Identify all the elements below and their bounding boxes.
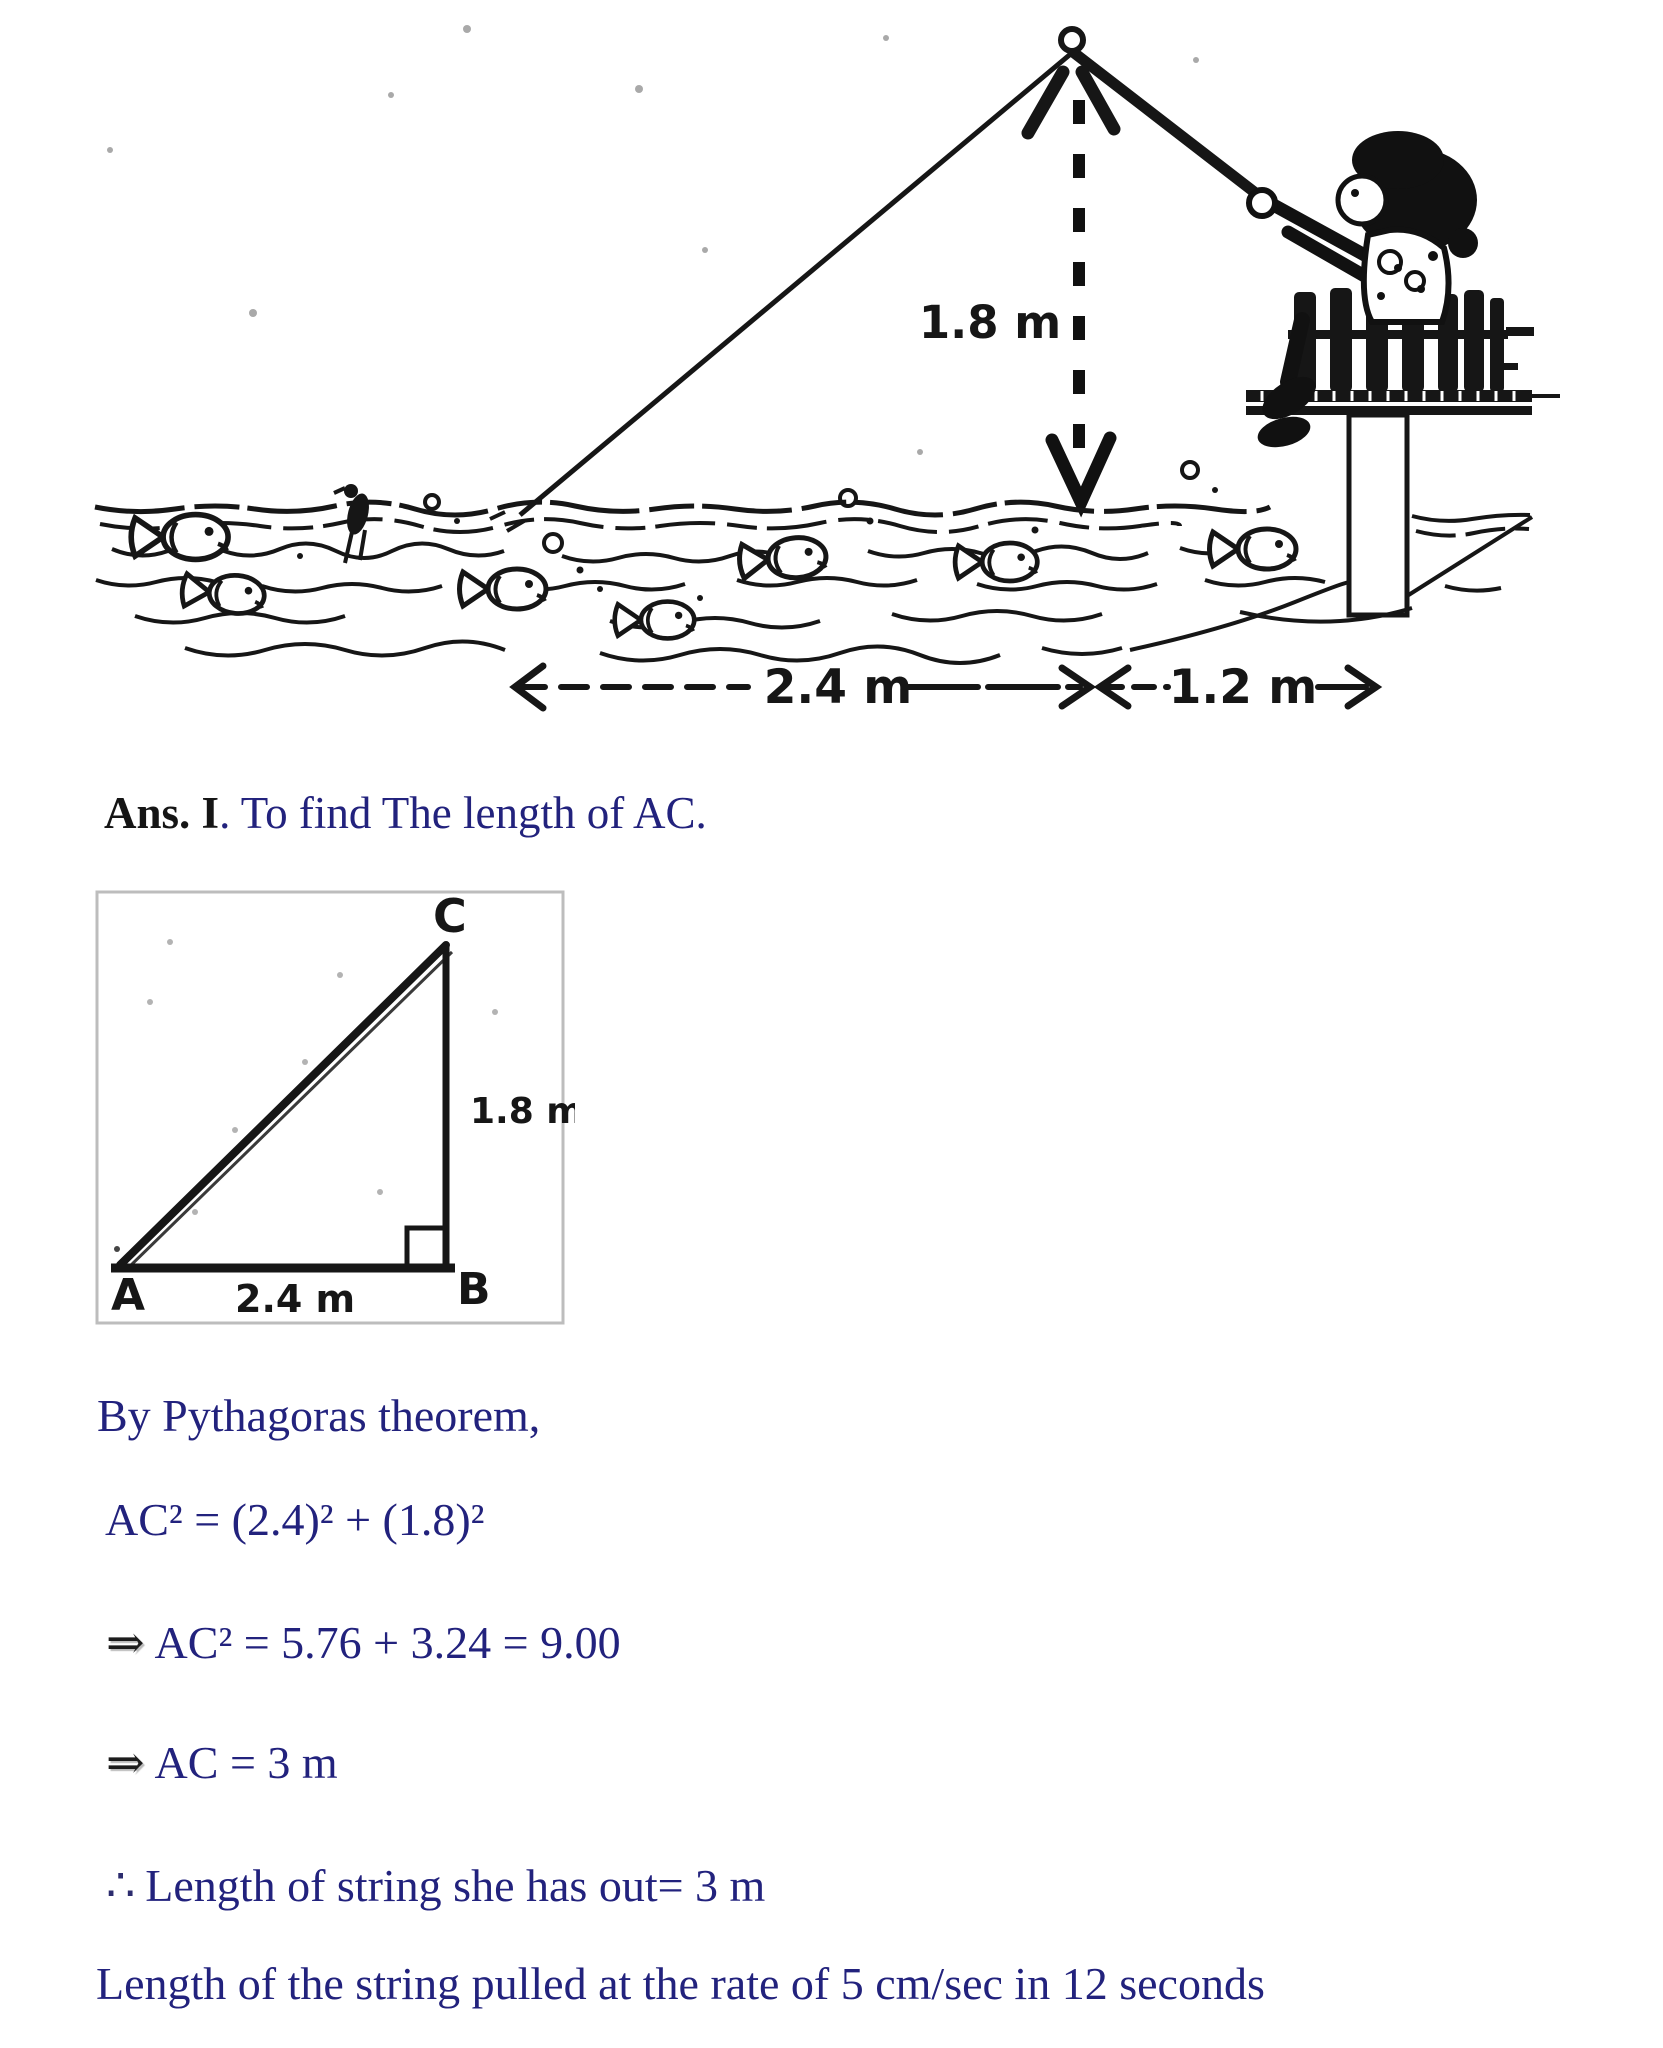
answer-intro-line (104, 788, 707, 840)
answer-intro-text: . To find The length of AC. (219, 788, 707, 838)
followup-text: Length of the string pulled at the rate of 5 cm/sec in 12 seconds (96, 1958, 1265, 2009)
answer-label: Ans. I (104, 788, 220, 838)
fishing-rod (1073, 52, 1262, 198)
fish (1210, 529, 1297, 569)
dock-pillar (1349, 415, 1407, 615)
equation-line-1 (105, 1494, 484, 1547)
paper-noise-specks (107, 25, 1199, 455)
side-ab-label: 2.4 m (235, 1277, 356, 1321)
girl-hair-curl (1448, 228, 1478, 258)
girl-face (1338, 176, 1386, 224)
implies-arrow: ⇒ (106, 1615, 145, 1669)
girl-hand (1249, 190, 1275, 216)
fishing-string-line (520, 52, 1073, 515)
vertex-a-label: A (111, 1270, 146, 1321)
base-dimension-label: 2.4 m (763, 660, 913, 715)
side-bc-label: 1.8 m (470, 1091, 575, 1132)
girl-figure (1249, 131, 1478, 453)
vertex-c-label: C (433, 889, 467, 943)
offset-dimension-label: 1.2 m (1168, 660, 1318, 715)
fish (181, 571, 266, 616)
triangle-hypotenuse-ghost (127, 952, 452, 1269)
equation-line-2 (106, 1616, 621, 1670)
equation-3-text: AC = 3 m (154, 1737, 338, 1788)
triangle-figure (75, 880, 575, 1335)
pythagoras-intro-line (97, 1390, 540, 1443)
fish (738, 536, 827, 582)
equation-2-text: AC² = 5.76 + 3.24 = 9.00 (154, 1617, 621, 1668)
triangle-hypotenuse-ac (120, 945, 446, 1265)
conclusion-line (106, 1860, 765, 1913)
fish (131, 515, 228, 560)
height-dimension-label: 1.8 m (918, 296, 1062, 349)
followup-line (96, 1958, 1265, 2011)
equation-line-3 (106, 1736, 338, 1790)
girl-eye (1351, 189, 1359, 197)
vertex-a-dot (114, 1246, 120, 1252)
pythagoras-intro-text: By Pythagoras theorem, (97, 1390, 541, 1441)
fish (460, 569, 547, 609)
rod-tip-loop (1061, 29, 1083, 51)
vertex-b-label: B (457, 1264, 491, 1315)
equation-1-text: AC² = (2.4)² + (1.8)² (105, 1494, 485, 1545)
fishing-scene-illustration (0, 0, 1663, 760)
water-surface-lines (95, 502, 1530, 535)
fish (615, 602, 695, 639)
therefore-symbol: ∴ (106, 1860, 136, 1911)
conclusion-text: Length of string she has out= 3 m (145, 1860, 766, 1911)
right-angle-mark (407, 1228, 448, 1268)
implies-arrow: ⇒ (106, 1735, 145, 1789)
